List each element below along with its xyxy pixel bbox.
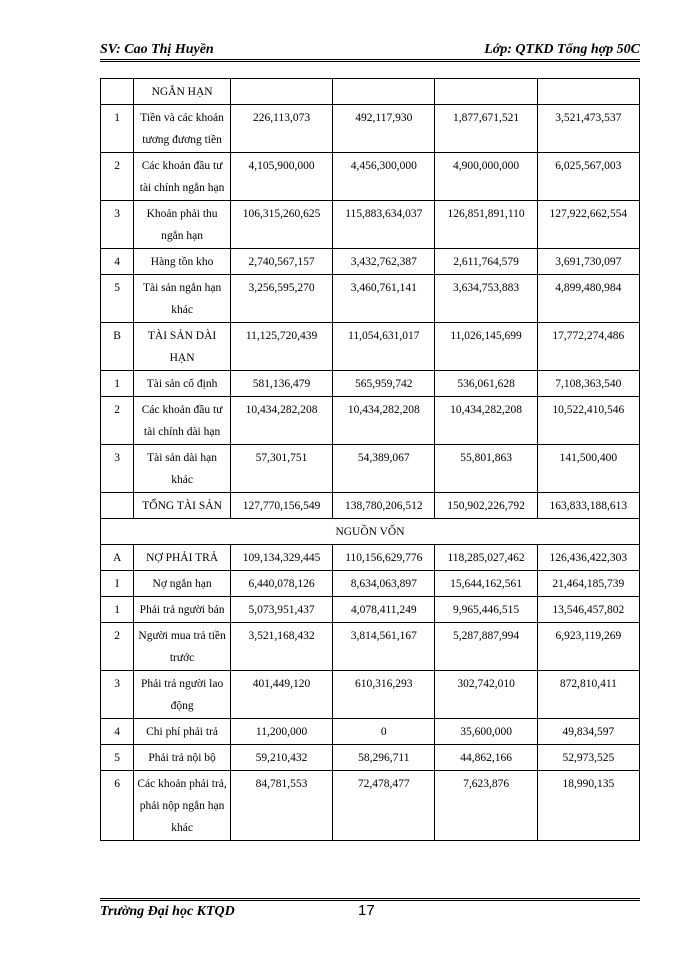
table-row [101, 371, 640, 397]
value-col-3: 3,634,753,883 [435, 275, 537, 323]
value-col-3: 10,434,282,208 [435, 397, 537, 445]
value-col-2: 58,296,711 [333, 745, 435, 771]
value-col-3: 302,742,010 [435, 671, 537, 719]
value-col-4: 17,772,274,486 [537, 323, 639, 371]
value-col-3: 536,061,628 [435, 371, 537, 397]
item-name: Phải trả người bán [134, 597, 231, 623]
item-name: Tài sản ngắn hạn khác [134, 275, 231, 323]
value-col-1: 57,301,751 [230, 445, 332, 493]
page-number: 17 [358, 902, 375, 919]
value-col-2: 0 [333, 719, 435, 745]
value-col-2: 565,959,742 [333, 371, 435, 397]
value-col-3: 9,965,446,515 [435, 597, 537, 623]
value-col-3: 2,611,764,579 [435, 249, 537, 275]
value-col-3: 5,287,887,994 [435, 623, 537, 671]
value-col-2: 8,634,063,897 [333, 571, 435, 597]
table-row [101, 105, 640, 153]
item-name: Phải trả nội bộ [134, 745, 231, 771]
value-col-1: 11,200,000 [230, 719, 332, 745]
table-row [101, 719, 640, 745]
value-col-1: 6,440,078,126 [230, 571, 332, 597]
item-name: Các khoản đầu tư tài chính ngắn hạn [134, 153, 231, 201]
value-col-1: 226,113,073 [230, 105, 332, 153]
item-name: Chi phí phải trả [134, 719, 231, 745]
value-col-4: 127,922,662,554 [537, 201, 639, 249]
value-col-4: 126,436,422,303 [537, 545, 639, 571]
value-col-4: 872,810,411 [537, 671, 639, 719]
page-header [100, 40, 640, 60]
section-row [101, 519, 640, 545]
value-col-1: 4,105,900,000 [230, 153, 332, 201]
row-number: A [101, 545, 134, 571]
item-name: TỔNG TÀI SẢN [134, 493, 231, 519]
table-row [101, 571, 640, 597]
value-col-2: 492,117,930 [333, 105, 435, 153]
item-name: Tiền và các khoản tương đương tiền [134, 105, 231, 153]
row-number: 1 [101, 371, 134, 397]
value-col-4: 3,521,473,537 [537, 105, 639, 153]
row-number: 4 [101, 719, 134, 745]
row-number: 4 [101, 249, 134, 275]
value-col-2: 11,054,631,017 [333, 323, 435, 371]
value-col-2: 3,460,761,141 [333, 275, 435, 323]
value-col-2: 3,814,561,167 [333, 623, 435, 671]
table-row [101, 545, 640, 571]
class-name: Lớp: QTKD Tổng hợp 50C [484, 42, 640, 57]
item-name: Khoản phải thu ngắn hạn [134, 201, 231, 249]
table-row [101, 201, 640, 249]
value-col-2: 138,780,206,512 [333, 493, 435, 519]
value-col-1: 109,134,329,445 [230, 545, 332, 571]
value-col-1: 3,521,168,432 [230, 623, 332, 671]
student-name: SV: Cao Thị Huyền [100, 42, 214, 57]
row-number: I [101, 571, 134, 597]
item-name: Tài sản cố định [134, 371, 231, 397]
row-number: 3 [101, 201, 134, 249]
item-name: Người mua trả tiền trước [134, 623, 231, 671]
table-row [101, 153, 640, 201]
row-number: 3 [101, 445, 134, 493]
table-row [101, 623, 640, 671]
value-col-3: 150,902,226,792 [435, 493, 537, 519]
row-number: 5 [101, 745, 134, 771]
item-name: Các khoản đầu tư tài chính dài hạn [134, 397, 231, 445]
item-name: Phải trả người lao động [134, 671, 231, 719]
school-name: Trường Đại học KTQD [100, 904, 235, 919]
value-col-4: 49,834,597 [537, 719, 639, 745]
item-name: Hàng tồn kho [134, 249, 231, 275]
value-col-1: 3,256,595,270 [230, 275, 332, 323]
value-col-4: 13,546,457,802 [537, 597, 639, 623]
value-col-1 [230, 79, 332, 105]
value-col-3: 11,026,145,699 [435, 323, 537, 371]
value-col-1: 401,449,120 [230, 671, 332, 719]
value-col-4: 18,990,135 [537, 771, 639, 841]
value-col-1: 2,740,567,157 [230, 249, 332, 275]
table-row [101, 493, 640, 519]
value-col-3: 118,285,027,462 [435, 545, 537, 571]
value-col-2: 4,078,411,249 [333, 597, 435, 623]
value-col-4: 4,899,480,984 [537, 275, 639, 323]
table-row [101, 79, 640, 105]
value-col-4: 10,522,410,546 [537, 397, 639, 445]
table-row [101, 445, 640, 493]
row-number: 5 [101, 275, 134, 323]
item-name: NGẮN HẠN [134, 79, 231, 105]
value-col-1: 127,770,156,549 [230, 493, 332, 519]
section-label: NGUỒN VỐN [101, 519, 640, 545]
value-col-2: 10,434,282,208 [333, 397, 435, 445]
header-divider [100, 59, 640, 62]
value-col-3: 1,877,671,521 [435, 105, 537, 153]
value-col-3: 15,644,162,561 [435, 571, 537, 597]
value-col-1: 59,210,432 [230, 745, 332, 771]
value-col-4: 163,833,188,613 [537, 493, 639, 519]
row-number: 6 [101, 771, 134, 841]
value-col-3: 44,862,166 [435, 745, 537, 771]
value-col-4: 6,923,119,269 [537, 623, 639, 671]
item-name: NỢ PHẢI TRẢ [134, 545, 231, 571]
table-row [101, 249, 640, 275]
value-col-1: 11,125,720,439 [230, 323, 332, 371]
table-row [101, 597, 640, 623]
item-name: Tài sản dài hạn khác [134, 445, 231, 493]
item-name: TÀI SẢN DÀI HẠN [134, 323, 231, 371]
row-number: 2 [101, 623, 134, 671]
row-number: B [101, 323, 134, 371]
value-col-3 [435, 79, 537, 105]
value-col-3: 4,900,000,000 [435, 153, 537, 201]
value-col-4: 3,691,730,097 [537, 249, 639, 275]
item-name: Nợ ngắn hạn [134, 571, 231, 597]
value-col-4: 6,025,567,003 [537, 153, 639, 201]
value-col-4: 141,500,400 [537, 445, 639, 493]
table-row [101, 275, 640, 323]
value-col-4: 52,973,525 [537, 745, 639, 771]
value-col-3: 126,851,891,110 [435, 201, 537, 249]
value-col-2: 54,389,067 [333, 445, 435, 493]
balance-sheet-table [100, 78, 640, 841]
value-col-2: 72,478,477 [333, 771, 435, 841]
row-number [101, 79, 134, 105]
value-col-4: 21,464,185,739 [537, 571, 639, 597]
value-col-1: 106,315,260,625 [230, 201, 332, 249]
row-number [101, 493, 134, 519]
value-col-4: 7,108,363,540 [537, 371, 639, 397]
item-name: Các khoản phải trả, phải nộp ngắn hạn khác [134, 771, 231, 841]
value-col-2 [333, 79, 435, 105]
value-col-1: 84,781,553 [230, 771, 332, 841]
table-row [101, 745, 640, 771]
row-number: 1 [101, 597, 134, 623]
value-col-2: 4,456,300,000 [333, 153, 435, 201]
row-number: 2 [101, 397, 134, 445]
value-col-1: 581,136,479 [230, 371, 332, 397]
row-number: 1 [101, 105, 134, 153]
value-col-1: 10,434,282,208 [230, 397, 332, 445]
value-col-3: 35,600,000 [435, 719, 537, 745]
value-col-3: 55,801,863 [435, 445, 537, 493]
page-footer [100, 902, 640, 922]
table-row [101, 397, 640, 445]
table-row [101, 771, 640, 841]
table-row [101, 671, 640, 719]
value-col-2: 115,883,634,037 [333, 201, 435, 249]
value-col-2: 3,432,762,387 [333, 249, 435, 275]
value-col-3: 7,623,876 [435, 771, 537, 841]
footer-divider [100, 898, 640, 901]
value-col-1: 5,073,951,437 [230, 597, 332, 623]
row-number: 3 [101, 671, 134, 719]
value-col-2: 110,156,629,776 [333, 545, 435, 571]
table-row [101, 323, 640, 371]
value-col-4 [537, 79, 639, 105]
row-number: 2 [101, 153, 134, 201]
value-col-2: 610,316,293 [333, 671, 435, 719]
